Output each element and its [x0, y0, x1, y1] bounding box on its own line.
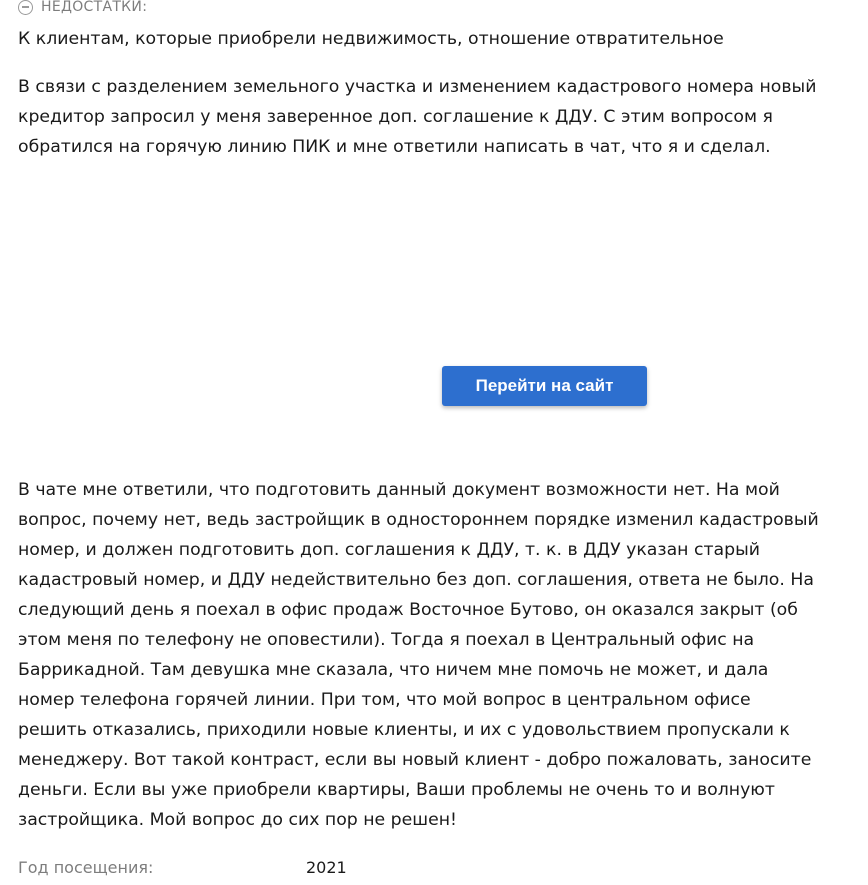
paragraph-line: застройщика. Мой вопрос до сих пор не решен! — [18, 810, 457, 830]
go-to-site-button[interactable]: Перейти на сайт — [442, 366, 647, 406]
paragraph-line: кадастровый номер, и ДДУ недействительно без доп. соглашения, ответа не было. На — [18, 570, 814, 590]
cons-label: НЕДОСТАТКИ: — [41, 0, 148, 15]
paragraph-line: деньги. Если вы уже приобрели квартиры, Ваши проблемы не очень то и волнуют — [18, 780, 775, 800]
paragraph-line: номер, и должен подготовить доп. соглашения к ДДУ, т. к. в ДДУ указан старый — [18, 540, 760, 560]
paragraph-line: решить отказались, приходили новые клиенты, и их с удовольствием пропускали к — [18, 720, 790, 740]
paragraph-line: вопрос, почему нет, ведь застройщик в одностороннем порядке изменил кадастровый — [18, 510, 819, 530]
visit-year-value: 2021 — [306, 858, 347, 877]
minus-circle-icon — [18, 0, 33, 15]
ad-banner — [0, 180, 868, 460]
cons-summary: К клиентам, которые приобрели недвижимость, отношение отвратительное — [18, 29, 724, 49]
review-paragraph-1 — [18, 72, 860, 162]
paragraph-line: этом меня по телефону не оповестили). Тогда я поехал в Центральный офис на — [18, 630, 755, 650]
paragraph-line: номер телефона горячей линии. При том, что мой вопрос в центральном офисе — [18, 690, 751, 710]
paragraph-line: менеджеру. Вот такой контраст, если вы новый клиент - добро пожаловать, заносите — [18, 750, 812, 770]
review-paragraph-2 — [18, 475, 860, 835]
visit-year-label: Год посещения: — [18, 858, 154, 877]
paragraph-line: следующий день я поехал в офис продаж Восточное Бутово, он оказался закрыт (об — [18, 600, 798, 620]
paragraph-line: Баррикадной. Там девушка мне сказала, что ничем мне помочь не может, и дала — [18, 660, 769, 680]
paragraph-line: В чате мне ответили, что подготовить данный документ возможности нет. На мой — [18, 480, 780, 500]
cons-header — [18, 0, 147, 20]
paragraph-line: кредитор запросил у меня заверенное доп. соглашение к ДДУ. С этим вопросом я — [18, 107, 773, 127]
paragraph-line: обратился на горячую линию ПИК и мне ответили написать в чат, что я и сделал. — [18, 137, 771, 157]
paragraph-line: В связи с разделением земельного участка и изменением кадастрового номера новый — [18, 77, 817, 97]
